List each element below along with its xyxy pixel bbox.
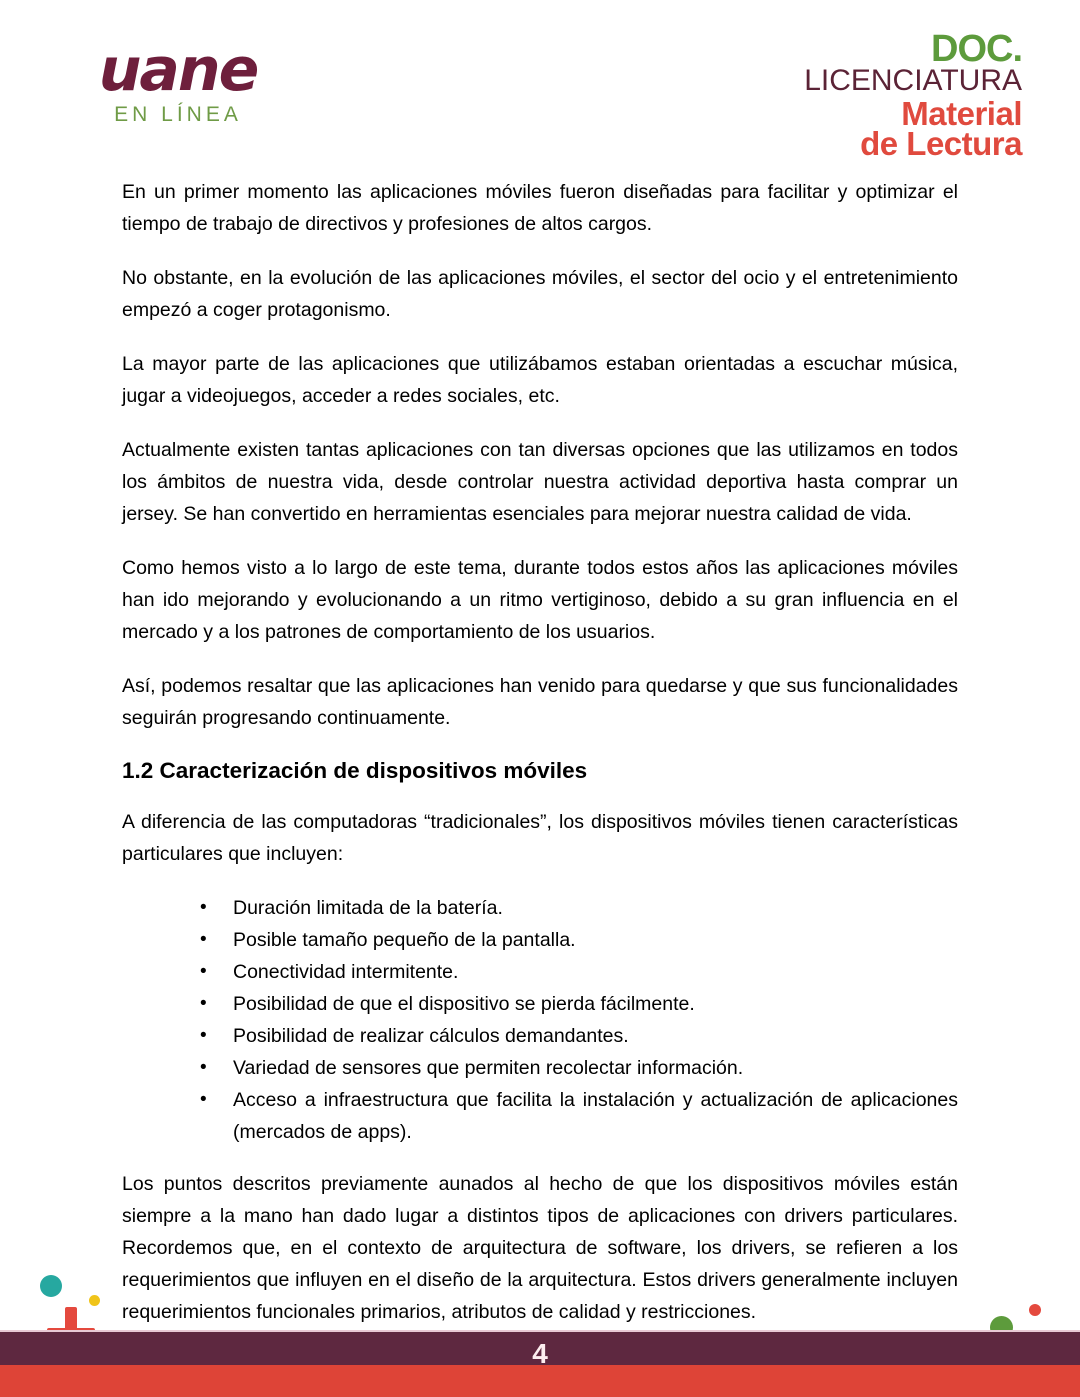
teal-circle-decoration <box>40 1275 62 1297</box>
material-label: Material <box>901 95 1022 132</box>
paragraph: A diferencia de las computadoras “tradicionales”, los dispositivos móviles tienen características particulares que incluyen: <box>122 811 958 865</box>
list-item: • Posibilidad de que el dispositivo se pierda fácilmente. <box>200 988 958 1020</box>
list-item: • Posibilidad de realizar cálculos demandantes. <box>200 1020 958 1052</box>
paragraph: Actualmente existen tantas aplicaciones con tan diversas opciones que las utilizamos en todos los ámbitos de nuestra vida, desde controlar nuestra actividad deportiva hasta comprar un jersey. Se han convertido en herramientas esenciales para mejorar nuestra calidad de vida. <box>122 439 958 525</box>
list-item: • Acceso a infraestructura que facilita la instalación y actualización de aplicaciones (mercados de apps). <box>200 1084 958 1148</box>
paragraph: Como hemos visto a lo largo de este tema, durante todos estos años las aplicaciones móviles han ido mejorando y evolucionando a un ritmo vertiginoso, debido a su gran influencia en el mercado y a los patrones de comportamiento de los usuarios. <box>122 557 958 643</box>
paragraph: No obstante, en la evolución de las aplicaciones móviles, el sector del ocio y el entretenimiento empezó a coger protagonismo. <box>122 267 958 321</box>
de-lectura-label: de Lectura <box>860 125 1022 162</box>
list-item: • Conectividad intermitente. <box>200 956 958 988</box>
page-header <box>0 0 1080 168</box>
doc-licenciatura-logo <box>804 30 1022 160</box>
list-item: • Duración limitada de la batería. <box>200 892 958 924</box>
section-heading: 1.2 Caracterización de dispositivos móviles <box>122 758 588 783</box>
doc-label: DOC. <box>931 28 1022 70</box>
uane-logo <box>58 35 298 127</box>
list-item: • Posible tamaño pequeño de la pantalla. <box>200 924 958 956</box>
uane-tagline: EN LÍNEA <box>114 103 242 126</box>
page-number: 4 <box>532 1338 548 1369</box>
list-item: • Variedad de sensores que permiten recolectar información. <box>200 1052 958 1084</box>
yellow-dot-decoration <box>89 1295 100 1306</box>
paragraph: Así, podemos resaltar que las aplicaciones han venido para quedarse y que sus funcionalidades seguirán progresando continuamente. <box>122 675 958 729</box>
characteristics-list <box>122 892 958 1148</box>
paragraph: En un primer momento las aplicaciones móviles fueron diseñadas para facilitar y optimizar el tiempo de trabajo de directivos y profesiones de altos cargos. <box>122 181 958 235</box>
document-body <box>122 176 958 1328</box>
uane-wordmark: uane <box>98 35 258 105</box>
red-dot-decoration <box>1029 1304 1041 1316</box>
licenciatura-label: LICENCIATURA <box>804 64 1022 97</box>
paragraph: Los puntos descritos previamente aunados al hecho de que los dispositivos móviles están siempre a la mano han dado lugar a distintos tipos de aplicaciones con drivers particulares. Recordemos que, en el contexto de arquitectura de software, los drivers, se refieren a los requerimientos que influyen en el diseño de la arquitectura. Estos drivers generalmente incluyen requerimientos funcionales primarios, atributos de calidad y restricciones. <box>122 1173 958 1323</box>
paragraph: La mayor parte de las aplicaciones que utilizábamos estaban orientadas a escuchar música, jugar a videojuegos, acceder a redes sociales, etc. <box>122 353 958 407</box>
